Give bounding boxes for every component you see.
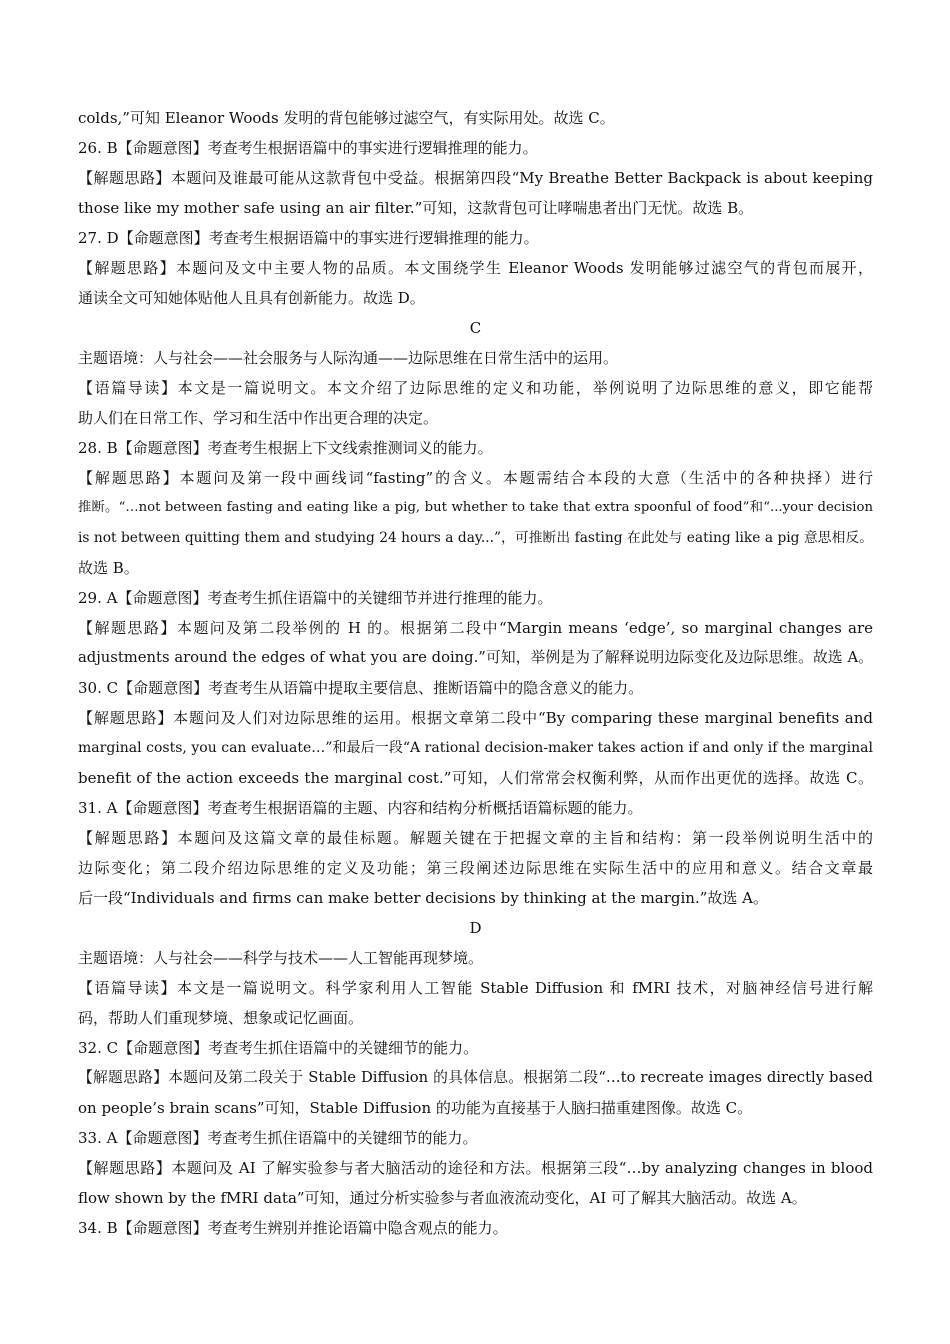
text-line: 26. B【命题意图】考查考生根据语篇中的事实进行逻辑推理的能力。 <box>78 139 538 157</box>
text-line: 通读全文可知她体贴他人且具有创新能力。故选 D。 <box>78 289 425 307</box>
text-line: 32. C【命题意图】考查考生抓住语篇中的关键细节的能力。 <box>78 1039 479 1057</box>
text-line: 34. B【命题意图】考查考生辨别并推论语篇中隐含观点的能力。 <box>78 1219 508 1237</box>
text-line: 后一段“Individuals and firms can make better decisions by thinking at the margin.”故选 A。 <box>78 889 769 907</box>
text-line: 33. A【命题意图】考查考生抓住语篇中的关键细节的能力。 <box>78 1129 478 1147</box>
text-line: 推断。“…not between fasting and eating like a pig, but whether to take that extra spoonful of food”和“...your decision <box>78 500 873 515</box>
text-line: 主题语境：人与社会——社会服务与人际沟通——边际思维在日常生活中的运用。 <box>78 349 619 367</box>
section-heading: D <box>469 919 482 937</box>
text-line: 【解题思路】本题问及第二段举例的 H 的。根据第二段中“Margin means ‘edge’, so marginal changes are <box>78 619 873 637</box>
text-line: 边际变化；第二段介绍边际思维的定义及功能；第三段阐述边际思维在实际生活中的应用和意义。结合文章最 <box>78 859 873 877</box>
text-line: 【解题思路】本题问及这篇文章的最佳标题。解题关键在于把握文章的主旨和结构：第一段举例说明生活中的 <box>78 829 873 847</box>
text-line: benefit of the action exceeds the marginal cost.”可知，人们常常会权衡利弊，从而作出更优的选择。故选 C。 <box>78 769 873 787</box>
text-line: 29. A【命题意图】考查考生抓住语篇中的关键细节并进行推理的能力。 <box>78 589 553 607</box>
text-line: 28. B【命题意图】考查考生根据上下文线索推测词义的能力。 <box>78 439 493 457</box>
text-line: 助人们在日常工作、学习和生活中作出更合理的决定。 <box>78 409 439 427</box>
text-line: 【语篇导读】本文是一篇说明文。科学家利用人工智能 Stable Diffusion 和 fMRI 技术，对脑神经信号进行解 <box>78 979 873 997</box>
text-line: colds,”可知 Eleanor Woods 发明的背包能够过滤空气，有实际用处。故选 C。 <box>78 109 615 127</box>
section-heading: C <box>469 319 482 337</box>
text-line: 主题语境：人与社会——科学与技术——人工智能再现梦境。 <box>78 949 484 967</box>
text-line: 故选 B。 <box>78 559 139 577</box>
text-line: 【解题思路】本题问及第二段关于 Stable Diffusion 的具体信息。根据第二段“…to recreate images directly based <box>78 1069 873 1086</box>
text-line: 27. D【命题意图】考查考生根据语篇中的事实进行逻辑推理的能力。 <box>78 229 539 247</box>
text-line: 【解题思路】本题问及 AI 了解实验参与者大脑活动的途径和方法。根据第三段“…by analyzing changes in blood <box>78 1159 873 1177</box>
text-line: 31. A【命题意图】考查考生根据语篇的主题、内容和结构分析概括语篇标题的能力。 <box>78 799 643 817</box>
text-line: 码，帮助人们重现梦境、想象或记忆画面。 <box>78 1009 364 1027</box>
text-line: 【解题思路】本题问及谁最可能从这款背包中受益。根据第四段“My Breathe Better Backpack is about keeping <box>78 169 873 187</box>
text-line: is not between quitting them and studying 24 hours a day...”，可推断出 fasting 在此处与 eating like a pig 意思相反。 <box>78 530 873 546</box>
text-line: those like my mother safe using an air filter.”可知，这款背包可让哮喘患者出门无忧。故选 B。 <box>78 199 754 217</box>
text-line: flow shown by the fMRI data”可知，通过分析实验参与者血液流动变化，AI 可了解其大脑活动。故选 A。 <box>78 1189 807 1207</box>
text-line: 【解题思路】本题问及第一段中画线词“fasting”的含义。本题需结合本段的大意（生活中的各种抉择）进行 <box>78 469 873 487</box>
text-line: 30. C【命题意图】考查考生从语篇中提取主要信息、推断语篇中的隐含意义的能力。 <box>78 679 644 697</box>
text-line: 【解题思路】本题问及文中主要人物的品质。本文围绕学生 Eleanor Woods 发明能够过滤空气的背包而展开， <box>78 259 873 277</box>
text-line: 【解题思路】本题问及人们对边际思维的运用。根据文章第二段中“By comparing these marginal benefits and <box>78 709 873 727</box>
text-line: on people’s brain scans”可知，Stable Diffusion 的功能为直接基于人脑扫描重建图像。故选 C。 <box>78 1099 753 1117</box>
text-line: adjustments around the edges of what you are doing.”可知，举例是为了解释说明边际变化及边际思维。故选 A。 <box>78 649 873 666</box>
text-line: 【语篇导读】本文是一篇说明文。本文介绍了边际思维的定义和功能，举例说明了边际思维的意义，即它能帮 <box>78 379 873 397</box>
text-line: marginal costs, you can evaluate…”和最后一段“A rational decision-maker takes action if and only if the marginal <box>78 740 873 756</box>
